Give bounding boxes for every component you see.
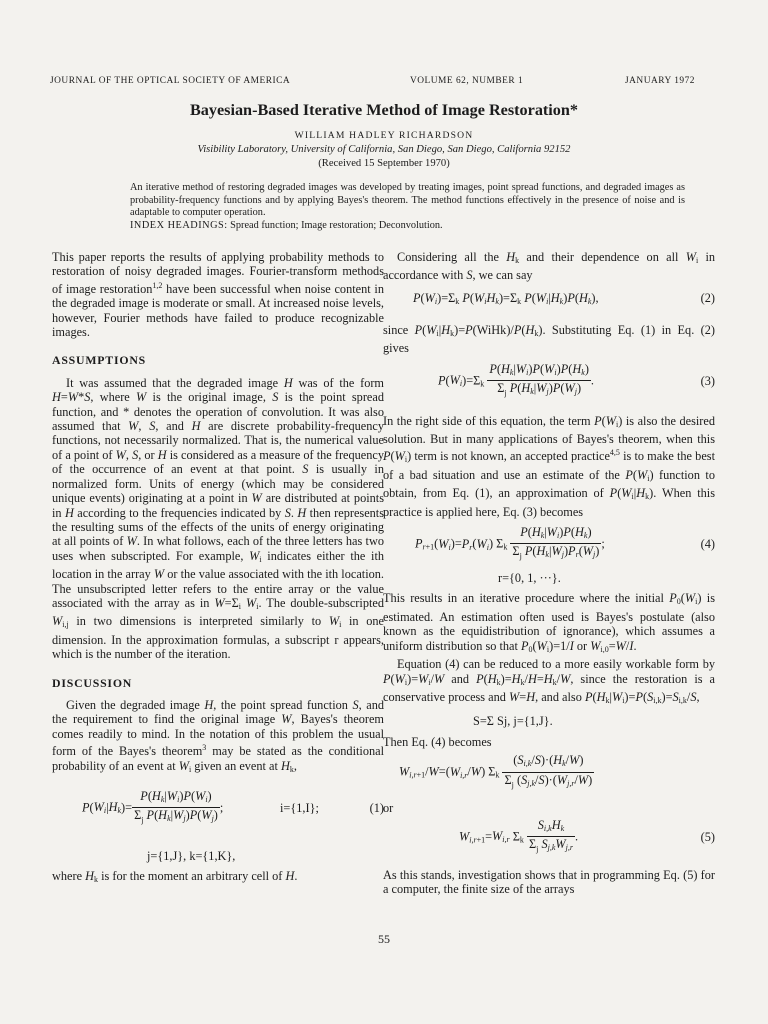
- equation-5: $W_{i,r+1}=W_{i,r}$ $\Sigma_k$ $\frac{S_{i,k}H_k}{\Sigma_j S_{j,k}W_{j,r}}$ . (5): [459, 817, 715, 854]
- right-paragraph-3: In the right side of this equation, the term $P(W_i)$ is also the desired solution. But in many applications of Bayes's theorem, when this $P(W_i)$ term is not known, an accepted practice$^{4,5}$ is to make the best of a bad situation and use an estimate of the $P(W_i)$ function to obtain, from Eq. (1), an approximation of $P(W_i|H_k)$. When this practice is applied here, Eq. (3) becomes: [383, 413, 715, 519]
- equation-1: $P(W_i|H_k)=$ $\frac{P(H_k|W_i)P(W_i)}{\Sigma_j P(H_k|W_j)P(W_j)}$ ; i={1,I}; (1): [82, 789, 384, 825]
- eq1-number: (1): [369, 801, 384, 815]
- right-paragraph-2: since $P(W_i|H_k)=P(WiHk)/P(H_k)$. Substituting Eq. (1) in Eq. (2) gives: [383, 322, 715, 356]
- received-date: (Received 15 September 1970): [318, 158, 450, 169]
- page-number: 55: [378, 932, 390, 946]
- equation-3: $P(W_i)=\Sigma_k$ $\frac{P(H_k|W_i)P(W_i)P(H_k)}{\Sigma_j P(H_k|W_j)P(W_j)}$ . (3): [438, 361, 715, 398]
- index-headings-label: INDEX HEADINGS:: [130, 219, 228, 231]
- abstract: [130, 182, 685, 232]
- eq4-range: r={0, 1, ···}.: [498, 571, 561, 586]
- after-equation-1: where $H_k$ is for the moment an arbitrary cell of H.: [52, 869, 298, 885]
- equation-4-reduced: $W_{i,r+1}/W=(W_{i,r}/W)$ $\Sigma_k$ $\frac{(S_{i,k}/S)\cdot(H_k/W)}{\Sigma_j (S_{j,k}/S)\cdot(W_{j,r}/W)}$: [399, 753, 593, 789]
- section-heading-discussion: DISCUSSION: [52, 675, 133, 690]
- eq2-number: (2): [700, 290, 715, 305]
- right-column: [383, 250, 715, 896]
- left-column: [52, 250, 384, 888]
- issue-date: JANUARY 1972: [625, 76, 695, 86]
- index-headings-text: Spread function; Image restoration; Deconvolution.: [230, 219, 443, 231]
- volume-number: VOLUME 62, NUMBER 1: [410, 76, 524, 86]
- right-paragraph-5: Equation (4) can be reduced to a more easily workable form by $P(W_i)=W_i/W$ and $P(H_k)=H_k/H=H_k/W$, since the restoration is a conservative process and W=H, and also $P(H_k|W_i)=P(S_{i,k})=S_{i,k}/S$,: [383, 657, 715, 705]
- abstract-text: An iterative method of restoring degraded images was developed by treating images, point spread functions, and degraded images as probability-frequency functions and by applying Bayes's theorem. The method functions effectively in the presence of noise and is adaptable to computer operation.: [130, 182, 685, 219]
- eq3-number: (3): [700, 373, 715, 388]
- equation-2: $P(W_i)=\Sigma_k$ $P(W_iH_k)=\Sigma_k$ $P(W_i|H_k)P(H_k)$, (2): [413, 290, 715, 306]
- eq1-range: i={1,I};: [280, 801, 319, 815]
- journal-name: JOURNAL OF THE OPTICAL SOCIETY OF AMERICA: [50, 76, 291, 86]
- discussion-paragraph: Given the degraded image H, the point spread function S, and the requirement to find the original image W, Bayes's theorem comes readily to mind. In the notation of this problem the usual form of the Bayes's theorem$^3$ may be stated as the conditional probability of an event at $W_i$ given an event at $H_k$,: [52, 697, 385, 774]
- right-paragraph-7: As this stands, investigation shows that in programming Eq. (5) for a computer, the finite size of the arrays: [383, 867, 715, 896]
- assumptions-paragraph: It was assumed that the degraded image H was of the form H=W*S, where W is the original image, S is the point spread function, and * denotes the operation of convolution. It was also assumed that W, S, and H are discrete probability-frequency functions, not necessarily normalized. That is, the numerical value of a point of W, S, or H is considered as a measure of the frequency of the occurrence of an event at that point. S is usually in normalized form. Units of energy (which may be considered unique events) originating at a point in W are distributed at points in H according to the frequencies indicated by S. H then represents the resulting sums of the effects of the units of energy originating at all points of W. In what follows, each of the three letters has two uses when subscripted. For example, $W_i$ indicates either the ith location in the array W or the value associated with the ith location. The unsubscripted letter refers to the entire array or the value associated with the array as in $W=\Sigma_i$ $W_i$. The double-subscripted $W_{i,j}$ in two dimensions is interpreted similarly to $W_i$ in one dimension. In the approximation formulas, a subscript r appears, which is the number of the iteration.: [52, 375, 385, 662]
- right-paragraph-4: This results in an iterative procedure where the initial $P_0(W_i)$ is estimated. An estimation often used is Bayes's postulate (also known as the equidistribution of ignorance), which assumes a uniform distribution so that $P_0(W_i)=1/I$ or $W_{i,0}=W/I$.: [383, 591, 715, 654]
- section-heading-assumptions: ASSUMPTIONS: [52, 353, 147, 368]
- equation-4: $P_{r+1}(W_i)=P_r(W_i)$ $\Sigma_k$ $\frac{P(H_k|W_i)P(H_k)}{\Sigma_j P(H_k|W_j)P_r(W_j)}$ ; (4): [415, 525, 715, 561]
- paper-title: Bayesian-Based Iterative Method of Image Restoration*: [190, 101, 578, 119]
- equation-s: S=Σ Sj, j={1,J}.: [473, 714, 553, 729]
- index-headings: [130, 220, 685, 233]
- author-name: WILLIAM HADLEY RICHARDSON: [294, 130, 474, 141]
- then-eq4-text: Then Eq. (4) becomes: [383, 734, 492, 749]
- eq5-number: (5): [700, 829, 715, 844]
- or-text: or: [383, 801, 394, 816]
- eq4-number: (4): [700, 537, 715, 552]
- author-affiliation: Visibility Laboratory, University of California, San Diego, San Diego, California 92152: [197, 144, 571, 155]
- eq1-ranges: j={1,J}, k={1,K},: [147, 849, 236, 863]
- intro-paragraph: This paper reports the results of applying probability methods to restoration of noisy degraded images. Fourier-transform methods of image restoration$^{1,2}$ have been successful when noise content in the degraded image is moderate or small. At increased noise levels, however, Fourier methods have failed to produce recognizable images.: [52, 250, 384, 340]
- right-paragraph-1: Considering all the $H_k$ and their dependence on all $W_i$ in accordance with S, we can say: [383, 250, 716, 283]
